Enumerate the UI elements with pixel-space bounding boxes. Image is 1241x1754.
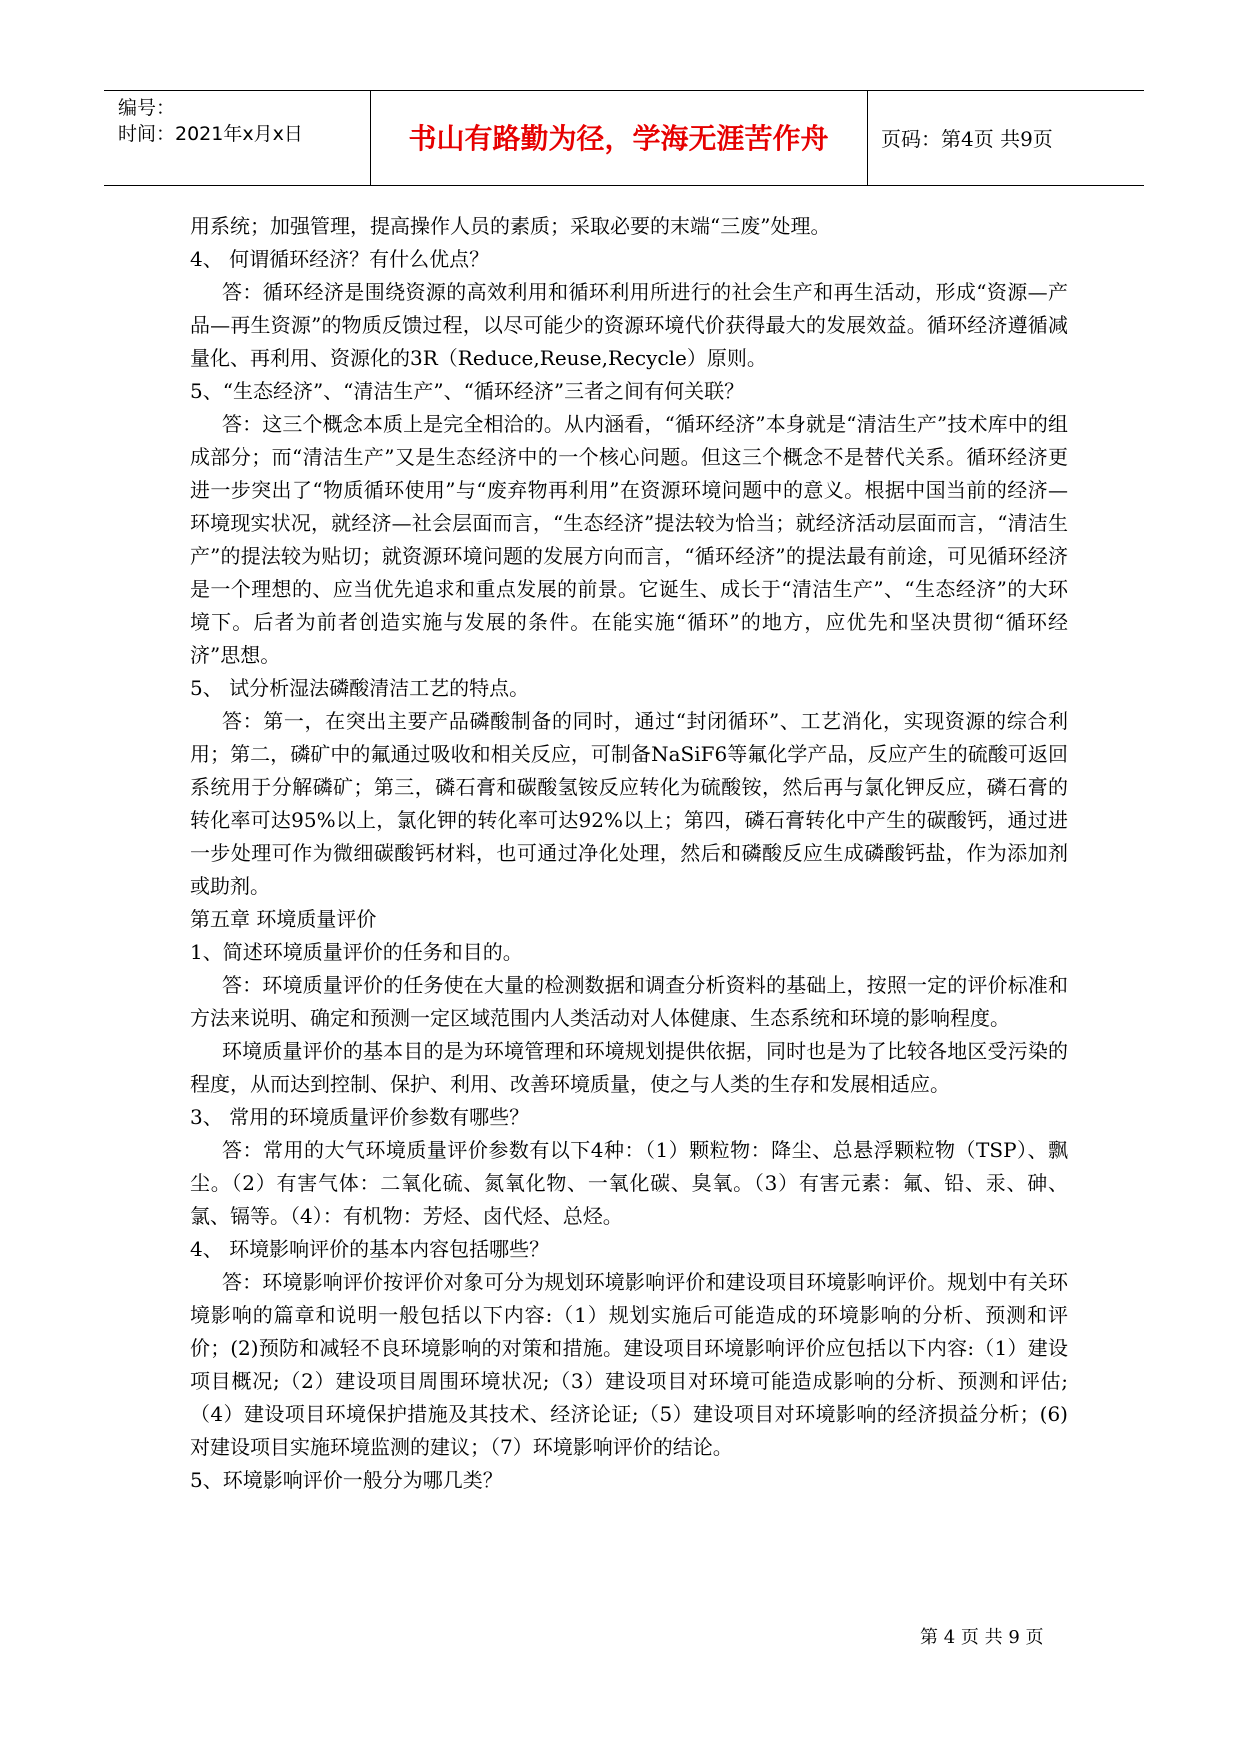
document-body <box>190 210 1068 1497</box>
question-heading: 5、 试分析湿法磷酸清洁工艺的特点。 <box>190 676 530 700</box>
header-page-cell <box>867 91 1144 185</box>
question-heading: 5、环境影响评价一般分为哪几类？ <box>190 1468 503 1492</box>
header-motto: 书山有路勤为径，学海无涯苦作舟 <box>408 122 829 155</box>
header-page-code: 页码：第4页 共9页 <box>881 127 1053 151</box>
question-heading: 1、简述环境质量评价的任务和目的。 <box>190 940 523 964</box>
answer-paragraph: 环境质量评价的基本目的是为环境管理和环境规划提供依据，同时也是为了比较各地区受污染的程度，从而达到控制、保护、利用、改善环境质量，使之与人类的生存和发展相适应。 <box>190 1039 1068 1096</box>
answer-paragraph: 答：环境影响评价按评价对象可分为规划环境影响评价和建设项目环境影响评价。规划中有关环境影响的篇章和说明一般包括以下内容:（1）规划实施后可能造成的环境影响的分析、预测和评价；(2)预防和减轻不良环境影响的对策和措施。建设项目环境影响评价应包括以下内容:（1）建设项目概况;（2）建设项目周围环境状况;（3）建设项目对环境可能造成影响的分析、预测和评估;（4）建设项目环境保护措施及其技术、经济论证;（5）建设项目对环境影响的经济损益分析；(6)对建设项目实施环境监测的建议；（7）环境影响评价的结论。 <box>190 1270 1068 1459</box>
header-info-cell <box>104 91 371 185</box>
question-heading: 4、 环境影响评价的基本内容包括哪些？ <box>190 1237 550 1261</box>
answer-paragraph: 答：第一，在突出主要产品磷酸制备的同时，通过“封闭循环”、工艺消化，实现资源的综合利用；第二，磷矿中的氟通过吸收和相关反应，可制备NaSiF6等氟化学产品，反应产生的硫酸可返回系统用于分解磷矿；第三，磷石膏和碳酸氢铵反应转化为硫酸铵，然后再与氯化钾反应，磷石膏的转化率可达95%以上，氯化钾的转化率可达92%以上；第四，磷石膏转化中产生的碳酸钙，通过进一步处理可作为微细碳酸钙材料，也可通过净化处理，然后和磷酸反应生成磷酸钙盐，作为添加剂或助剂。 <box>190 709 1068 898</box>
answer-paragraph: 答：这三个概念本质上是完全相洽的。从内涵看，“循环经济”本身就是“清洁生产”技术库中的组成部分；而“清洁生产”又是生态经济中的一个核心问题。但这三个概念不是替代关系。循环经济更进一步突出了“物质循环使用”与“废弃物再利用”在资源环境问题中的意义。根据中国当前的经济—环境现实状况，就经济—社会层面而言，“生态经济”提法较为恰当；就经济活动层面而言，“清洁生产”的提法较为贴切；就资源环境问题的发展方向而言，“循环经济”的提法最有前途，可见循环经济是一个理想的、应当优先追求和重点发展的前景。它诞生、成长于“清洁生产”、“生态经济”的大环境下。后者为前者创造实施与发展的条件。在能实施“循环”的地方，应优先和坚决贯彻“循环经济”思想。 <box>190 412 1068 667</box>
chapter-heading: 第五章 环境质量评价 <box>190 907 377 931</box>
page-footer: 第 4 页 共 9 页 <box>920 1627 1044 1648</box>
answer-paragraph: 答：常用的大气环境质量评价参数有以下4种：（1）颗粒物：降尘、总悬浮颗粒物（TSP）、飘尘。（2）有害气体：二氧化硫、氮氧化物、一氧化碳、臭氧。（3）有害元素：氟、铅、汞、砷、氯、镉等。（4）：有机物：芳烃、卤代烃、总烃。 <box>190 1138 1068 1228</box>
document-time-label: 时间：2021年x月x日 <box>118 123 303 145</box>
document-number-label: 编号： <box>118 97 176 119</box>
header-motto-cell <box>370 91 868 185</box>
answer-paragraph: 答：环境质量评价的任务使在大量的检测数据和调查分析资料的基础上，按照一定的评价标准和方法来说明、确定和预测一定区域范围内人类活动对人体健康、生态系统和环境的影响程度。 <box>190 973 1068 1030</box>
question-heading: 5、“生态经济”、“清洁生产”、“循环经济”三者之间有何关联？ <box>190 379 745 403</box>
question-heading: 3、 常用的环境质量评价参数有哪些？ <box>190 1105 530 1129</box>
paragraph: 用系统；加强管理，提高操作人员的素质；采取必要的末端“三废”处理。 <box>190 214 831 238</box>
answer-paragraph: 答：循环经济是围绕资源的高效利用和循环利用所进行的社会生产和再生活动，形成“资源—产品—再生资源”的物质反馈过程，以尽可能少的资源环境代价获得最大的发展效益。循环经济遵循减量化、再利用、资源化的3R（Reduce,Reuse,Recycle）原则。 <box>190 280 1068 370</box>
question-heading: 4、 何谓循环经济？有什么优点？ <box>190 247 490 271</box>
page-header <box>104 90 1144 186</box>
